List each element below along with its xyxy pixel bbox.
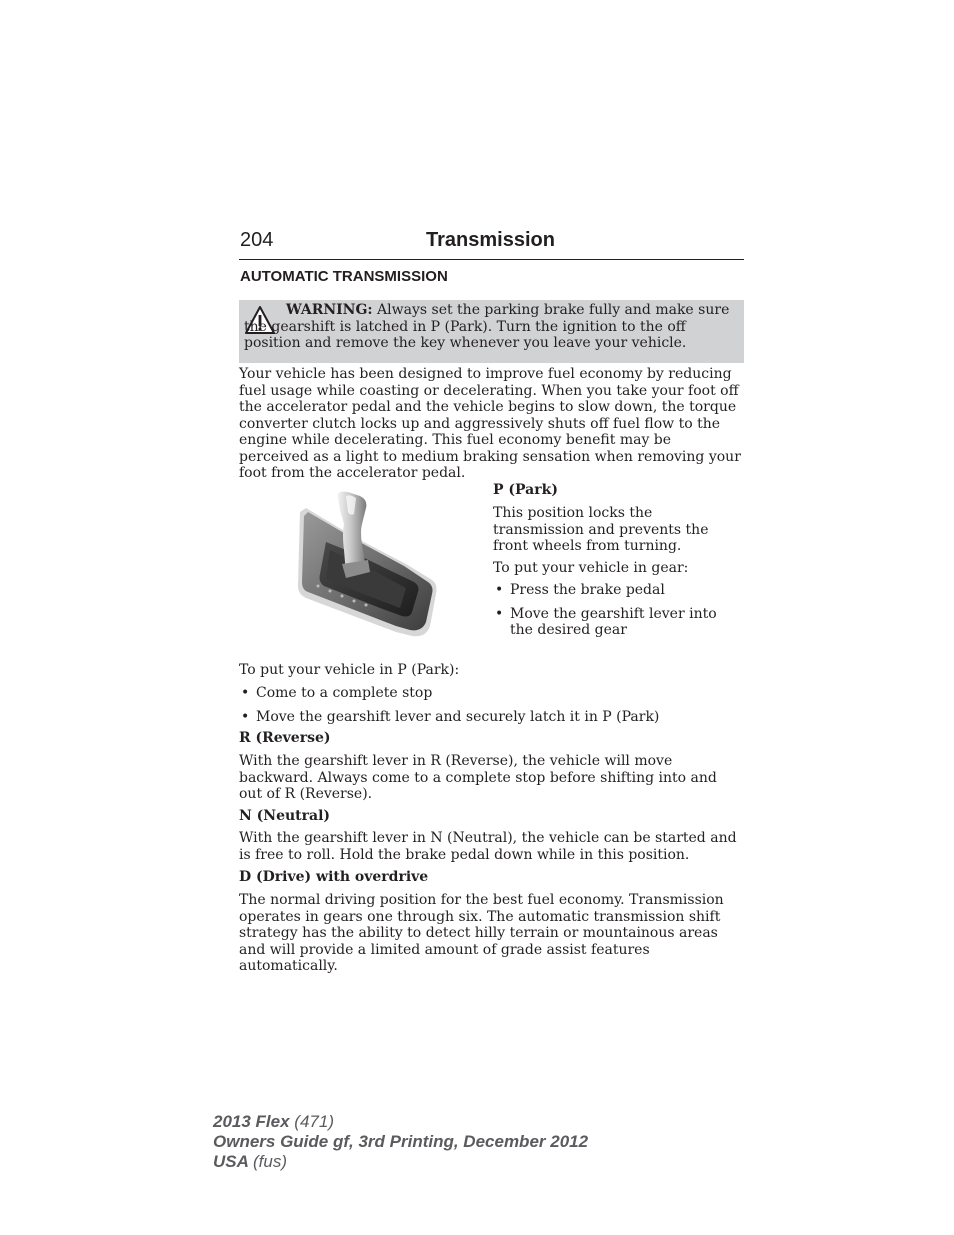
footer-model: 2013 Flex bbox=[213, 1112, 290, 1131]
footer-line-2: Owners Guide gf, 3rd Printing, December 2012 bbox=[213, 1132, 589, 1151]
reverse-text: With the gearshift lever in R (Reverse), the vehicle will move backward. Always come to a complete stop before shifting into and out of R (Reverse). bbox=[239, 753, 717, 802]
park-intro: To put your vehicle in P (Park): bbox=[239, 662, 460, 678]
page-title: Transmission bbox=[426, 229, 555, 251]
warning-box bbox=[239, 300, 744, 363]
warning-body: Always set the parking brake fully and make sure the gearshift is latched in P (Park). Turn the ignition to the off position and remove the key whenever you leave your vehicle. bbox=[244, 302, 730, 351]
section-heading: AUTOMATIC TRANSMISSION bbox=[240, 268, 448, 285]
warning-text bbox=[244, 302, 736, 352]
park-text: This position locks the transmission and prevents the front wheels from turning. bbox=[493, 505, 709, 554]
list-item: • Press the brake pedal bbox=[493, 582, 743, 599]
list-item: • Move the gearshift lever and securely latch it in P (Park) bbox=[239, 709, 744, 726]
neutral-text: With the gearshift lever in N (Neutral), the vehicle can be started and is free to roll. Hold the brake pedal down while in this position. bbox=[239, 830, 737, 863]
gear-steps-list bbox=[493, 582, 743, 639]
reverse-heading: R (Reverse) bbox=[239, 730, 331, 746]
footer-region: USA bbox=[213, 1152, 249, 1171]
gear-intro: To put your vehicle in gear: bbox=[493, 560, 689, 576]
footer-region-code: (fus) bbox=[253, 1152, 287, 1171]
list-item: • Move the gearshift lever into the desired gear bbox=[493, 606, 743, 639]
footer-model-code: (471) bbox=[294, 1112, 334, 1131]
footer bbox=[213, 1112, 588, 1172]
warning-label: WARNING: bbox=[286, 302, 373, 318]
header-rule bbox=[239, 259, 744, 260]
list-item: • Come to a complete stop bbox=[239, 685, 744, 702]
page-number: 204 bbox=[240, 229, 274, 251]
footer-line-1 bbox=[213, 1112, 588, 1132]
neutral-heading: N (Neutral) bbox=[239, 808, 331, 824]
footer-line-3 bbox=[213, 1152, 588, 1172]
park-heading: P (Park) bbox=[493, 482, 558, 498]
gearshift-illustration bbox=[296, 490, 441, 640]
drive-text: The normal driving position for the best fuel economy. Transmission operates in gears one through six. The automatic transmission shift strategy has the ability to detect hilly terrain or mountainous areas and will provide a limited amount of grade assist features automatically. bbox=[239, 892, 724, 974]
park-steps-list bbox=[239, 685, 744, 725]
drive-heading: D (Drive) with overdrive bbox=[239, 869, 429, 885]
intro-paragraph: Your vehicle has been designed to improve fuel economy by reducing fuel usage while coasting or decelerating. When you take your foot off the accelerator pedal and the vehicle begins to slow down, the torque converter clutch locks up and aggressively shuts off fuel flow to the engine while decelerating. This fuel economy benefit may be perceived as a light to medium braking sensation when removing your foot from the accelerator pedal. bbox=[239, 366, 741, 481]
